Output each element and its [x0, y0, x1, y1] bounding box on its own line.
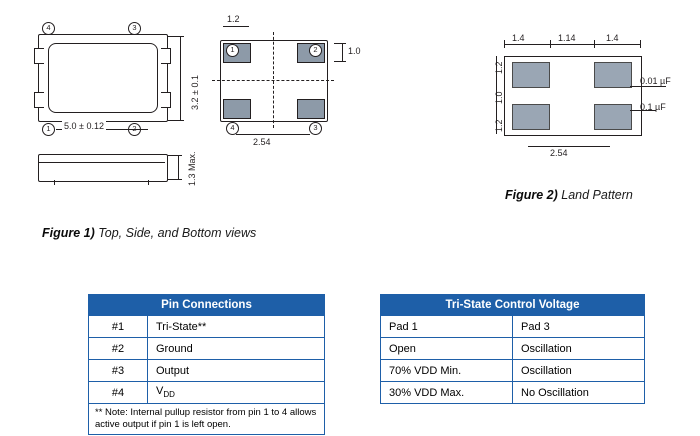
lp-dim-v3: 1.2	[494, 119, 504, 132]
pin-marker-1: 1	[42, 123, 55, 136]
cap-label-001uf: 0.01 µF	[640, 76, 671, 86]
pad3-header: Pad 3	[513, 316, 645, 338]
corner-nub	[161, 48, 171, 64]
dim-line-pitch	[236, 134, 310, 135]
table-header-row	[89, 295, 325, 316]
dim-width-label: 3.2 ± 0.1	[190, 75, 200, 110]
pin-number: #4	[89, 382, 148, 404]
side-view-outline	[38, 154, 168, 182]
figure-1-label: Figure 1)	[42, 226, 95, 240]
dim-height-label: 1.3 Max.	[187, 151, 197, 186]
dim-tick	[594, 40, 595, 48]
pin-number: #3	[89, 360, 148, 382]
table-note-row	[89, 404, 325, 435]
bottom-pad-4	[223, 99, 251, 119]
lp-dim-1: 1.4	[512, 33, 525, 43]
lp-dim-pitch-line	[528, 146, 610, 147]
pin-marker-1b: 1	[226, 44, 239, 57]
lp-dim-v2: 1.0	[494, 91, 504, 104]
figure-2-label: Figure 2)	[505, 188, 558, 202]
corner-nub	[161, 92, 171, 108]
dim-tick	[334, 43, 346, 44]
land-pad-4	[512, 104, 550, 130]
land-pad-3	[594, 104, 632, 130]
dim-line-pad-height	[342, 43, 343, 61]
dim-tick	[334, 61, 346, 62]
corner-nub	[34, 92, 44, 108]
pin-marker-4b: 4	[226, 122, 239, 135]
dim-tick	[640, 40, 641, 48]
dim-tick	[168, 120, 184, 121]
cap-label-01uf: 0.1 µF	[640, 102, 666, 112]
pad1-value: 30% VDD Max.	[381, 382, 513, 404]
table-row	[89, 382, 325, 404]
side-foot	[148, 180, 149, 185]
dim-pad-width-label: 1.2	[227, 14, 240, 24]
pin-function: Tri-State**	[148, 316, 325, 338]
table-row	[381, 360, 645, 382]
dim-tick	[504, 40, 505, 48]
figure-2-caption	[505, 188, 633, 202]
pin-connections-note: ** Note: Internal pullup resistor from pin 1 to 4 allows active output if pin 1 is left open.	[89, 404, 325, 435]
table-row	[381, 338, 645, 360]
tri-state-title: Tri-State Control Voltage	[381, 295, 645, 316]
figure-1-caption	[42, 226, 256, 240]
figure-1-text: Top, Side, and Bottom views	[94, 226, 257, 240]
dim-line-width	[180, 36, 181, 120]
table-row	[89, 316, 325, 338]
figure-2-drawing	[480, 14, 690, 204]
dim-pitch-label: 2.54	[253, 137, 271, 147]
bottom-pad-3	[297, 99, 325, 119]
dim-line-pad-width	[223, 26, 249, 27]
lp-dim-row	[504, 44, 640, 45]
pin-number: #1	[89, 316, 148, 338]
land-pad-2	[594, 62, 632, 88]
table-subheader-row	[381, 316, 645, 338]
pad1-value: Open	[381, 338, 513, 360]
vdd-subscript: DD	[163, 390, 175, 400]
table-row	[381, 382, 645, 404]
lp-dim-pitch: 2.54	[550, 148, 568, 158]
dim-tick	[168, 179, 182, 180]
pad1-header: Pad 1	[381, 316, 513, 338]
pin-function: $V_{DD}$	[148, 382, 325, 404]
dim-pad-height-label: 1.0	[348, 46, 361, 56]
pin-connections-table	[88, 294, 325, 435]
pin-number: #2	[89, 338, 148, 360]
pin-marker-3b: 3	[309, 122, 322, 135]
side-view-split	[39, 162, 165, 163]
lp-dim-v1: 1.2	[494, 61, 504, 74]
table-row	[89, 360, 325, 382]
figure-1-drawing	[20, 10, 361, 210]
dim-tick	[550, 40, 551, 48]
dim-length-label: 5.0 ± 0.12	[64, 121, 104, 131]
pad1-value: 70% VDD Min.	[381, 360, 513, 382]
pin-function: Output	[148, 360, 325, 382]
pad3-value: No Oscillation	[513, 382, 645, 404]
dim-tick	[168, 155, 182, 156]
pin-function: Ground	[148, 338, 325, 360]
pad3-value: Oscillation	[513, 338, 645, 360]
table-header-row	[381, 295, 645, 316]
tri-state-control-voltage-table	[380, 294, 645, 404]
figure-2-text: Land Pattern	[557, 188, 633, 202]
top-view-inner	[48, 43, 158, 113]
pin-marker-2b: 2	[309, 44, 322, 57]
dim-line-height	[178, 155, 179, 180]
dim-tick	[168, 36, 184, 37]
pin-marker-3: 3	[128, 22, 141, 35]
table-row	[89, 338, 325, 360]
cap-leader-1	[630, 86, 666, 87]
lp-dim-2: 1.14	[558, 33, 576, 43]
pin-connections-title: Pin Connections	[89, 295, 325, 316]
pin-marker-4: 4	[42, 22, 55, 35]
corner-nub	[34, 48, 44, 64]
pad3-value: Oscillation	[513, 360, 645, 382]
land-pad-1	[512, 62, 550, 88]
centerline-vertical	[273, 32, 274, 128]
lp-dim-3: 1.4	[606, 33, 619, 43]
side-foot	[54, 180, 55, 185]
